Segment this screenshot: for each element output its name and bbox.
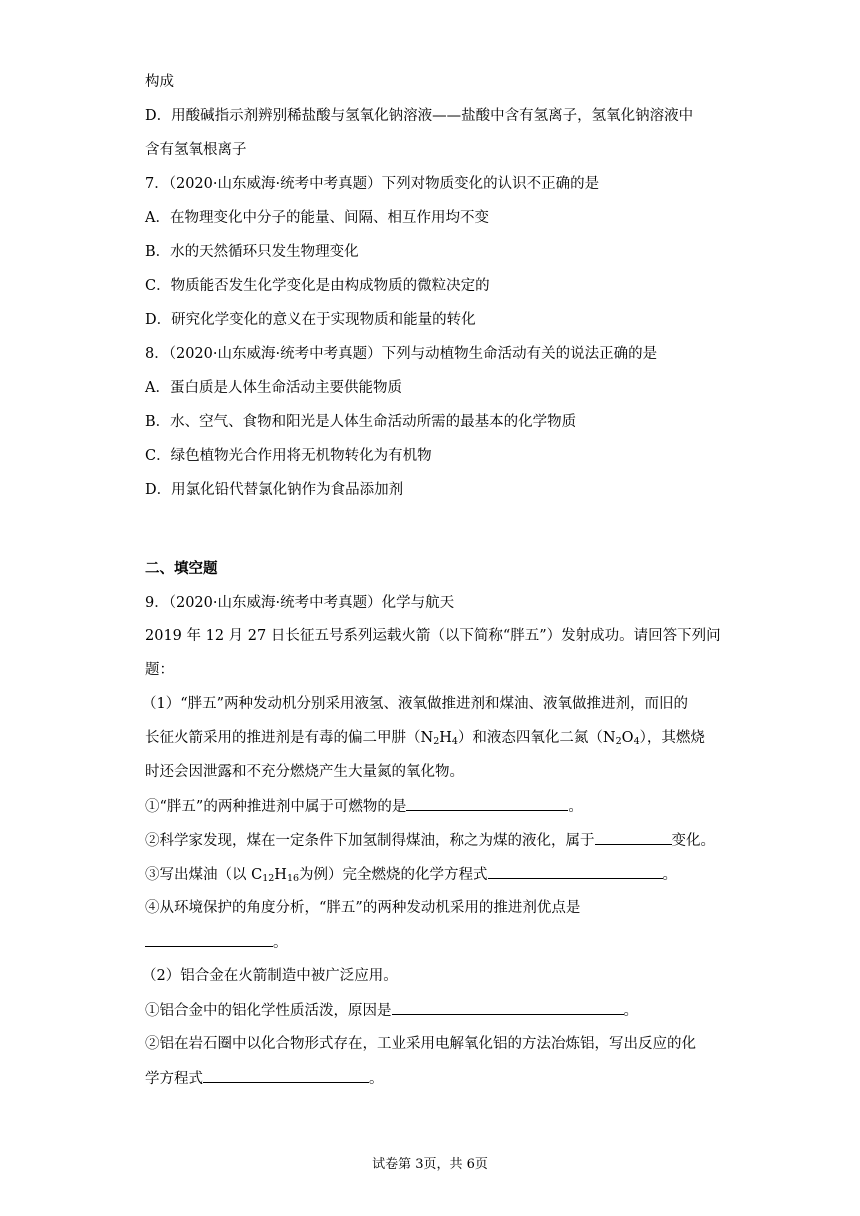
- subscript: 4: [633, 736, 640, 747]
- fill-question: ③写出煤油（以 $C_{12}H_{16}$为例）完全燃烧的化学方程式 。: [145, 864, 677, 889]
- text-line: 构成: [145, 74, 174, 90]
- option-b: B．水、空气、食物和阳光是人体生命活动所需的最基本的化学物质: [145, 414, 577, 430]
- fill-question: ①铝合金中的铝化学性质活泼，原因是 。: [145, 1000, 638, 1021]
- answer-blank[interactable]: [145, 932, 273, 947]
- question-7: 7．（2020·山东威海·统考中考真题）下列对物质变化的认识不正确的是: [145, 176, 600, 192]
- answer-blank[interactable]: [203, 1068, 369, 1083]
- option-b: B．水的天然循环只发生物理变化: [145, 244, 359, 260]
- fill-question: ②科学家发现，煤在一定条件下加氢制得煤油，称之为煤的液化，属于 变化。: [145, 830, 715, 851]
- text-line: 含有氢氧根离子: [145, 142, 247, 158]
- answer-blank[interactable]: [406, 796, 568, 811]
- option-d: D．用氯化铅代替氯化钠作为食品添加剂: [145, 482, 404, 498]
- page-footer: 试卷第 3页，共 6页: [372, 1157, 488, 1172]
- option-c: C．物质能否发生化学变化是由构成物质的微粒决定的: [145, 278, 490, 294]
- text-line: D．用酸碱指示剂辨别稀盐酸与氢氧化钠溶液——盐酸中含有氢离子，氢氧化钠溶液中: [145, 108, 694, 124]
- subscript: 16: [286, 873, 300, 884]
- text-line: （2）铝合金在火箭制造中被广泛应用。: [142, 968, 398, 984]
- text-line: 2019 年 12 月 27 日长征五号系列运载火箭（以下简称“胖五”）发射成功。请回答下列问: [145, 628, 721, 644]
- fill-question-continued: 学方程式 。: [145, 1068, 384, 1089]
- fill-question: ②铝在岩石圈中以化合物形式存在，工业采用电解氧化铝的方法冶炼铝，写出反应的化: [145, 1036, 696, 1052]
- answer-blank[interactable]: [488, 864, 663, 879]
- text-line: 时还会因泄露和不充分燃烧产生大量氮的氧化物。: [145, 764, 464, 780]
- option-a: A．在物理变化中分子的能量、间隔、相互作用均不变: [145, 210, 489, 226]
- option-d: D．研究化学变化的意义在于实现物质和能量的转化: [145, 312, 476, 328]
- question-9: 9．（2020·山东威海·统考中考真题）化学与航天: [145, 595, 455, 611]
- text-line: 题：: [145, 662, 174, 678]
- question-8: 8．（2020·山东威海·统考中考真题）下列与动植物生命活动有关的说法正确的是: [145, 346, 658, 362]
- text-line: 长征火箭采用的推进剂是有毒的偏二甲肼$(N_2H_4)$和液态四氧化二氮$(N_2O_4)$，其燃烧: [145, 730, 705, 747]
- fill-question: ④从环境保护的角度分析，“胖五”的两种发动机采用的推进剂优点是: [145, 900, 581, 916]
- fill-question: ①“胖五”的两种推进剂中属于可燃物的是 。: [145, 796, 583, 817]
- option-a: A．蛋白质是人体生命活动主要供能物质: [145, 380, 402, 396]
- fill-question-continued: 。: [145, 932, 288, 953]
- subscript: 2: [615, 736, 622, 747]
- option-c: C．绿色植物光合作用将无机物转化为有机物: [145, 448, 432, 464]
- text-line: （1）“胖五”两种发动机分别采用液氢、液氧做推进剂和煤油、液氧做推进剂，而旧的: [142, 696, 689, 712]
- subscript: 12: [262, 873, 275, 884]
- subscript: 2: [433, 736, 440, 747]
- subscript: 4: [451, 736, 458, 747]
- answer-blank[interactable]: [595, 830, 672, 845]
- section-heading: 二、填空题: [145, 560, 218, 577]
- answer-blank[interactable]: [392, 1000, 624, 1015]
